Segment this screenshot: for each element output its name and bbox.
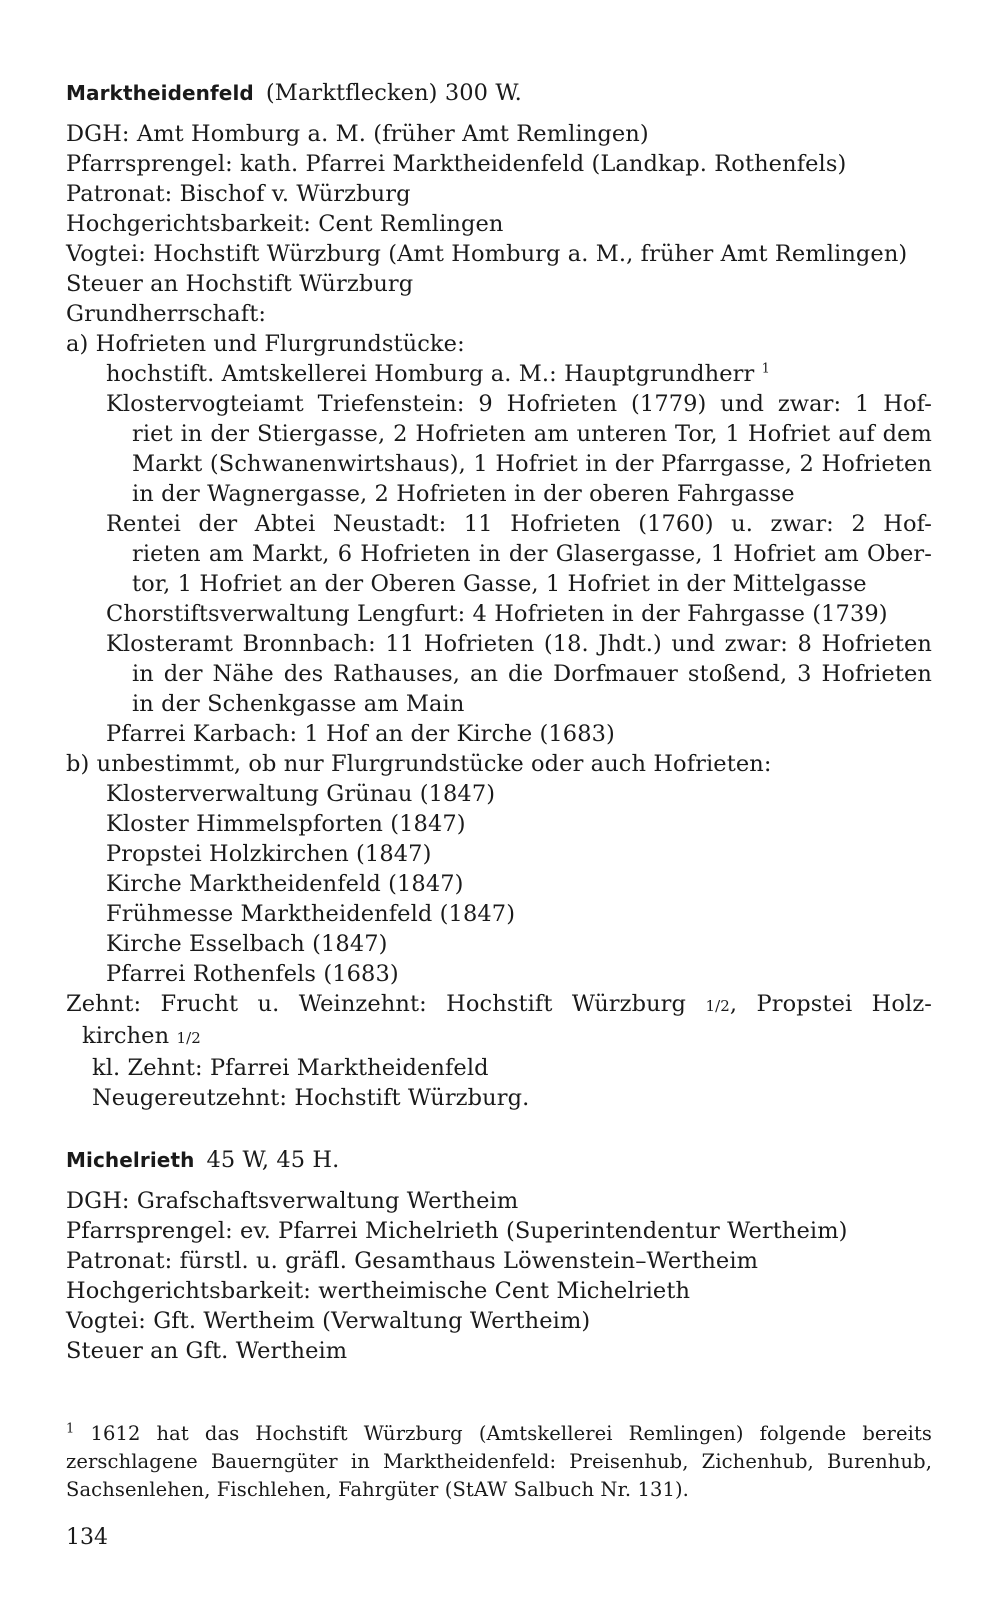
text-line: Klostervogteiamt Triefenstein: 9 Hofrieten (1779) und zwar: 1 Hof-: [106, 391, 932, 417]
text-line: Pfarrei Rothenfels (1683): [106, 961, 399, 987]
text-line: Grundherrschaft:: [66, 301, 267, 327]
text-line: Hochgerichtsbarkeit: Cent Remlingen: [66, 211, 504, 237]
text-line: in der Nähe des Rathauses, an die Dorfmauer stoßend, 3 Hofrieten: [132, 661, 932, 687]
footnote-ref: 1: [761, 361, 770, 377]
text-line: in der Schenkgasse am Main: [132, 691, 465, 717]
text-line: Patronat: fürstl. u. gräfl. Gesamthaus Löwenstein–Wertheim: [66, 1248, 759, 1274]
text-line: DGH: Amt Homburg a. M. (früher Amt Remlingen): [66, 121, 649, 147]
entry-marktheidenfeld: [66, 78, 932, 1113]
text-line: a) Hofrieten und Flurgrundstücke:: [66, 331, 465, 357]
text-line: Kloster Himmelspforten (1847): [106, 811, 466, 837]
text-line: DGH: Grafschaftsverwaltung Wertheim: [66, 1188, 519, 1214]
fraction: 1/2: [176, 1029, 201, 1047]
text-line: kirchen 1/2: [82, 1023, 201, 1049]
text-line: Markt (Schwanenwirtshaus), 1 Hofriet in der Pfarrgasse, 2 Hofrieten: [132, 451, 932, 477]
text-line: Vogtei: Gft. Wertheim (Verwaltung Wertheim): [66, 1308, 591, 1334]
footnote-line: Sachsenlehen, Fischlehen, Fahrgüter (StAW Salbuch Nr. 131).: [66, 1478, 689, 1501]
text-line: Propstei Holzkirchen (1847): [106, 841, 432, 867]
text-line: hochstift. Amtskellerei Homburg a. M.: Hauptgrundherr $^1$: [106, 361, 770, 387]
text-line: tor, 1 Hofriet an der Oberen Gasse, 1 Hofriet in der Mittelgasse: [132, 571, 867, 597]
entry-heading: [66, 1145, 932, 1175]
text-line: Steuer an Gft. Wertheim: [66, 1338, 348, 1364]
footnote: [66, 1420, 932, 1504]
text-line: rieten am Markt, 6 Hofrieten in der Glasergasse, 1 Hofriet am Ober-: [132, 541, 932, 567]
text-line: Klosteramt Bronnbach: 11 Hofrieten (18. Jhdt.) und zwar: 8 Hofrieten: [106, 631, 932, 657]
text-line: Pfarrsprengel: kath. Pfarrei Marktheidenfeld (Landkap. Rothenfels): [66, 151, 847, 177]
entry-michelrieth: [66, 1145, 932, 1366]
place-name: Michelrieth: [66, 1148, 195, 1172]
text-line: Vogtei: Hochstift Würzburg (Amt Homburg a. M., früher Amt Remlingen): [66, 241, 908, 267]
footnote-line: zerschlagene Bauerngüter in Marktheidenfeld: Preisenhub, Zichenhub, Burenhub,: [66, 1450, 932, 1473]
text-line: Chorstiftsverwaltung Lengfurt: 4 Hofrieten in der Fahrgasse (1739): [106, 601, 888, 627]
page-number: 134: [66, 1525, 108, 1550]
text-line: riet in der Stiergasse, 2 Hofrieten am unteren Tor, 1 Hofriet auf dem: [132, 421, 932, 447]
text-line: Patronat: Bischof v. Würzburg: [66, 181, 411, 207]
footnote-marker: 1: [66, 1421, 75, 1437]
text-line: Neugereutzehnt: Hochstift Würzburg.: [92, 1085, 530, 1111]
text-line: Kirche Marktheidenfeld (1847): [106, 871, 464, 897]
text-line: in der Wagnergasse, 2 Hofrieten in der oberen Fahrgasse: [132, 481, 795, 507]
text-line: kl. Zehnt: Pfarrei Marktheidenfeld: [92, 1055, 489, 1081]
text-line: Hochgerichtsbarkeit: wertheimische Cent Michelrieth: [66, 1278, 691, 1304]
footnote-line: $^1$ 1612 hat das Hochstift Würzburg (Amtskellerei Remlingen) folgende bereits: [66, 1421, 932, 1445]
text-line: Kirche Esselbach (1847): [106, 931, 388, 957]
fraction: 1/2: [705, 997, 730, 1015]
entry-heading: [66, 78, 932, 108]
text-line: Steuer an Hochstift Würzburg: [66, 271, 414, 297]
text-line: Pfarrei Karbach: 1 Hof an der Kirche (1683): [106, 721, 615, 747]
text-line: Klosterverwaltung Grünau (1847): [106, 781, 496, 807]
place-name: Marktheidenfeld: [66, 81, 254, 105]
text-line: Zehnt: Frucht u. Weinzehnt: Hochstift Würzburg 1/2, Propstei Holz-: [66, 991, 932, 1017]
place-meta: 45 W, 45 H.: [206, 1147, 340, 1173]
text-line: Frühmesse Marktheidenfeld (1847): [106, 901, 516, 927]
text-line: Rentei der Abtei Neustadt: 11 Hofrieten (1760) u. zwar: 2 Hof-: [106, 511, 932, 537]
place-meta: (Marktflecken) 300 W.: [265, 80, 522, 106]
text-line: b) unbestimmt, ob nur Flurgrundstücke oder auch Hofrieten:: [66, 751, 772, 777]
text-line: Pfarrsprengel: ev. Pfarrei Michelrieth (Superintendentur Wertheim): [66, 1218, 848, 1244]
